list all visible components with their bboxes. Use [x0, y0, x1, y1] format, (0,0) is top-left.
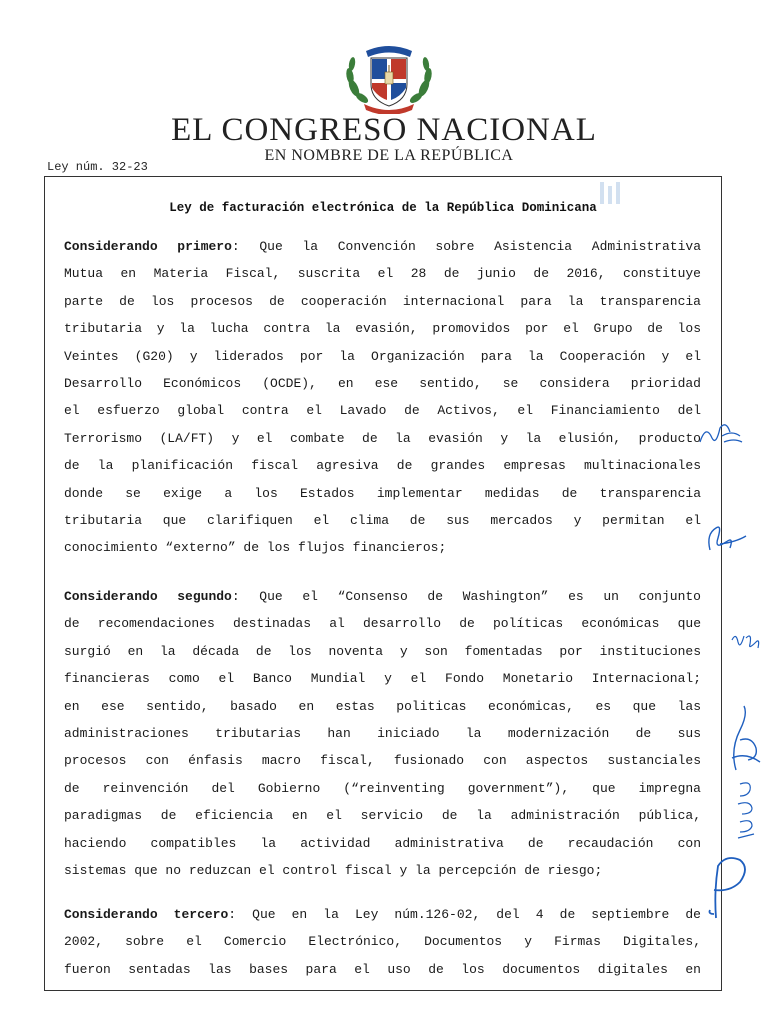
paragraph-lead: Considerando tercero: [64, 907, 229, 922]
handwritten-number-vertical: [732, 778, 762, 842]
paragraph-line: de recomendaciones destinadas al desarrollo de políticas económicas que: [64, 616, 701, 632]
paragraph-considerando-primero: [64, 238, 701, 567]
shield-icon: [371, 58, 407, 106]
paragraph-line: tributaria y la lucha contra la evasión, promovidos por el Grupo de los: [64, 321, 701, 337]
paragraph-line: financieras como el Banco Mundial y el Fondo Monetario Internacional;: [64, 671, 701, 687]
handwritten-initials-1: [696, 418, 746, 448]
paragraph-line: de reinvención del Gobierno (“reinventing government”), que impregna: [64, 780, 701, 796]
paragraph-line: el esfuerzo global contra el Lavado de Activos, el Financiamiento del: [64, 403, 701, 419]
paragraph-line: fueron sentadas las bases para el uso de los documentos digitales en: [64, 961, 701, 977]
handwritten-signature-p: [706, 852, 754, 922]
handwritten-signature-vertical: [726, 700, 766, 776]
paragraph-line: 2002, sobre el Comercio Electrónico, Documentos y Firmas Digitales,: [64, 934, 701, 950]
institution-subtitle: EN NOMBRE DE LA REPÚBLICA: [264, 147, 514, 164]
handwritten-initials-3: [728, 628, 764, 656]
paragraph-line: Veintes (G20) y liderados por la Organización para la Cooperación y el: [64, 348, 701, 364]
paragraph-line: Considerando primero: Que la Convención sobre Asistencia Administrativa: [64, 239, 701, 254]
paragraph-line: en ese sentido, basado en estas politicas económicas, es que las: [64, 698, 701, 714]
coat-of-arms-seal: [340, 38, 438, 114]
paragraph-line: surgió en la década de los noventa y son fomentadas por instituciones: [64, 643, 701, 659]
paragraph-line: procesos con énfasis macro fiscal, fusionado con aspectos sustanciales: [64, 753, 701, 769]
paragraph-line: Desarrollo Económicos (OCDE), en ese sentido, se considera prioridad: [64, 375, 701, 391]
document-title: Ley de facturación electrónica de la República Dominicana: [169, 201, 597, 215]
paragraph-line: Mutua en Materia Fiscal, suscrita el 28 de junio de 2016, constituye: [64, 266, 701, 282]
institution-title: EL CONGRESO NACIONAL: [171, 112, 597, 148]
palm-branch-right-icon: [408, 57, 433, 105]
paragraph-line: Considerando tercero: Que en la Ley núm.126-02, del 4 de septiembre de: [64, 907, 701, 922]
paragraph-lead: Considerando segundo: [64, 589, 232, 604]
paragraph-line: de la planificación fiscal agresiva de grandes empresas multinacionales: [64, 458, 701, 474]
paragraph-line: haciendo compatibles la actividad administrativa de recaudación con: [64, 835, 701, 851]
handwritten-initials-2: [700, 520, 750, 556]
paragraph-line: parte de los procesos de cooperación internacional para la transparencia: [64, 293, 701, 309]
paragraph-considerando-segundo: [64, 588, 701, 889]
paragraph-line: donde se exige a los Estados implementar medidas de transparencia: [64, 485, 701, 501]
paragraph-line: administraciones tributarias han iniciado la modernización de sus: [64, 725, 701, 741]
paragraph-line: tributaria que clarifiquen el clima de sus mercados y permitan el: [64, 512, 701, 528]
paragraph-lead: Considerando primero: [64, 239, 232, 254]
paragraph-line: Considerando segundo: Que el “Consenso de Washington” es un conjunto: [64, 589, 701, 604]
motto-ribbon-top: [366, 46, 412, 57]
paragraph-line: paradigmas de eficiencia en el servicio de la administración pública,: [64, 808, 701, 824]
law-number: Ley núm. 32-23: [47, 160, 148, 174]
paragraph-considerando-tercero: [64, 906, 701, 988]
paragraph-line: Terrorismo (LA/FT) y el combate de la evasión y la elusión, producto: [64, 430, 701, 446]
laurel-branch-left-icon: [345, 57, 370, 105]
paragraph-line: conocimiento “externo” de los flujos financieros;: [64, 540, 447, 556]
paragraph-line: sistemas que no reduzcan el control fiscal y la percepción de riesgo;: [64, 862, 603, 878]
